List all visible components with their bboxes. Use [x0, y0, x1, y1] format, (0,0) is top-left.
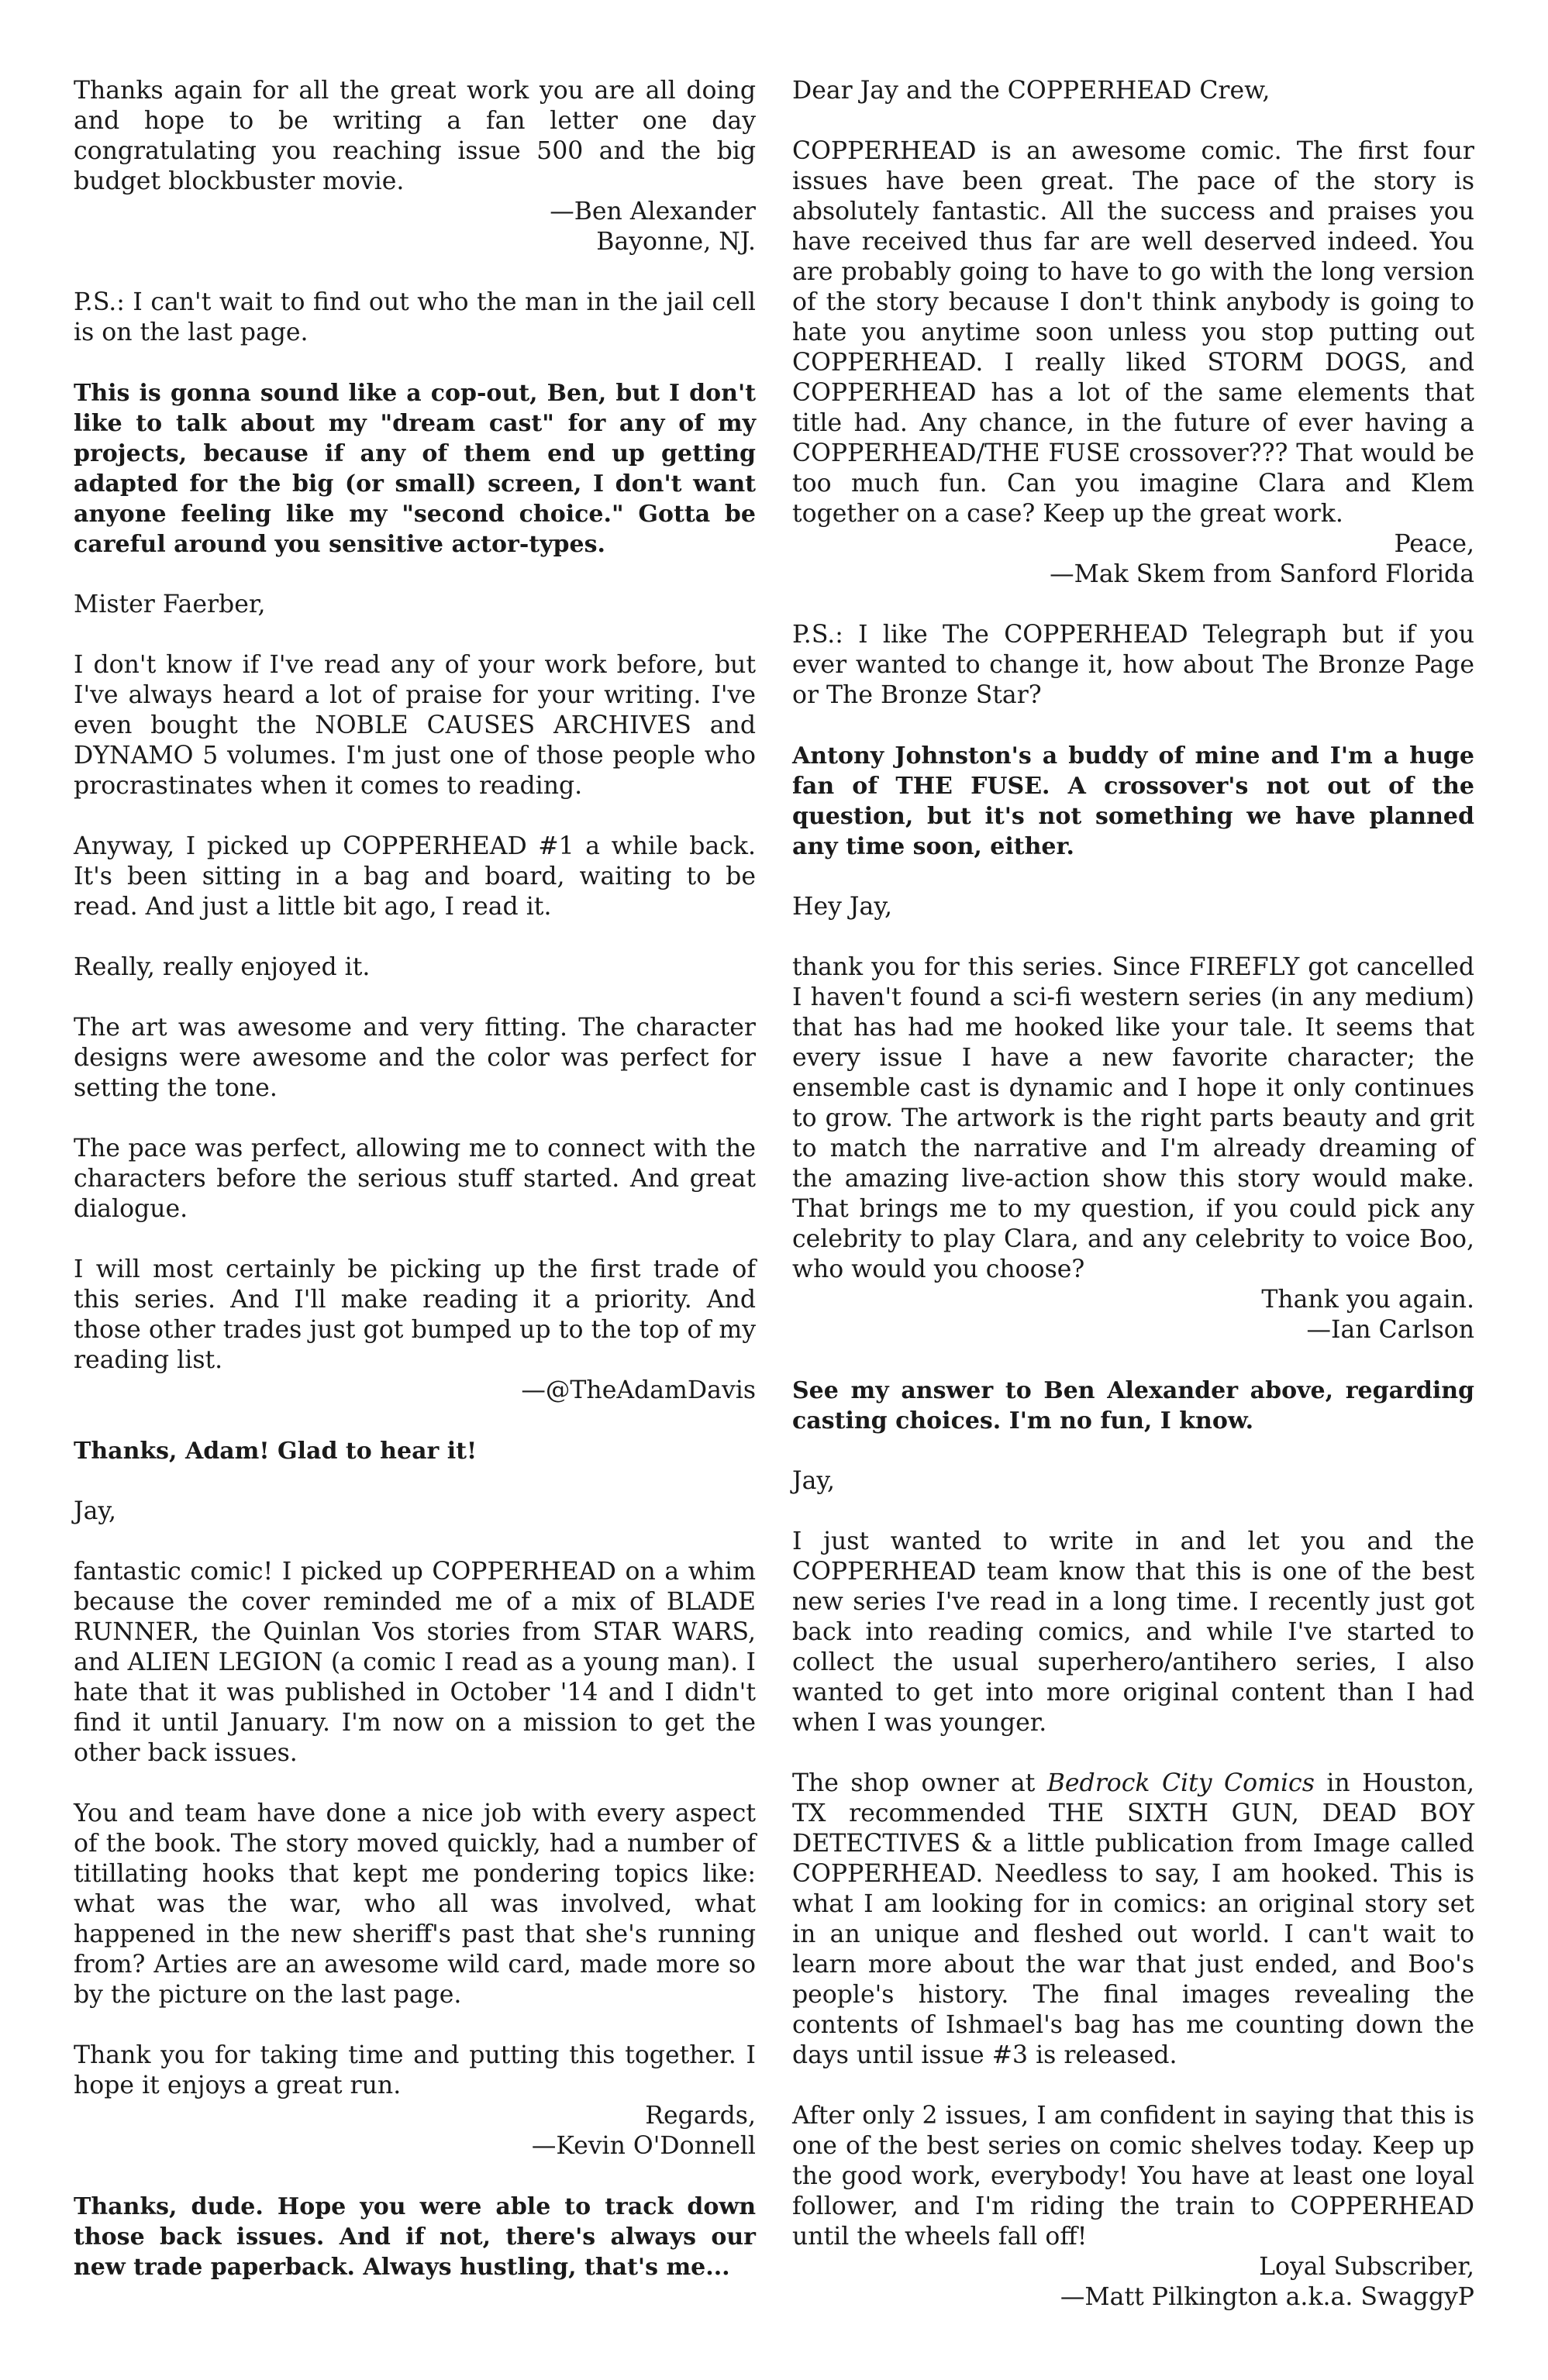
adam-paragraph: I don't know if I've read any of your work before, but I've always heard a lot of praise for your writing. I've even bought the NOBLE CAUSES ARCHIVES and DYNAMO 5 volumes. I'm just one of those people who procrastinates when it comes to reading.: [74, 651, 756, 800]
matt-paragraph: After only 2 issues, I am confident in saying that this is one of the best series on comic shelves today. Keep up the good work, everybody! You have at least one loyal follower, and I'm riding the train to COPPERHEAD until the wheels fall off!: [792, 2102, 1474, 2251]
matt-signature: —Matt Pilkington a.k.a. SwaggyP: [1060, 2283, 1474, 2311]
kevin-closing: Regards,: [645, 2102, 756, 2130]
adam-salutation: Mister Faerber,: [74, 591, 266, 618]
kevin-signature: —Kevin O'Donnell: [531, 2132, 756, 2160]
ian-closing: Thank you again.: [1261, 1286, 1474, 1314]
matt-paragraph: I just wanted to write in and let you and the COPPERHEAD team know that this is one of the best new series I've read in a long time. I recently just got back into reading comics, and while I've started to collect the usual superhero/antihero series, I also wanted to get into more original content than I had when I was younger.: [792, 1528, 1474, 1737]
kevin-paragraph: Thank you for taking time and putting this together. I hope it enjoys a great run.: [74, 2041, 756, 2099]
mak-reply: Antony Johnston's a buddy of mine and I'm a huge fan of THE FUSE. A crossover's not out of the question, but it's not something we have planned any time soon, either.: [792, 742, 1474, 860]
ian-salutation: Hey Jay,: [792, 893, 892, 921]
ben-signature-place: Bayonne, NJ.: [596, 228, 756, 256]
ben-letter-body: Thanks again for all the great work you are all doing and hope to be writing a fan letter one day congratulating you reaching issue 500 and the big budget blockbuster movie.: [74, 77, 756, 195]
matt-shop-intro: The shop owner at: [792, 1769, 1047, 1797]
adam-signature: —@TheAdamDavis: [521, 1376, 756, 1404]
adam-paragraph: Anyway, I picked up COPPERHEAD #1 a while back. It's been sitting in a bag and board, waiting to be read. And just a little bit ago, I read it.: [74, 832, 756, 921]
mak-paragraph: COPPERHEAD is an awesome comic. The first four issues have been great. The pace of the story is absolutely fantastic. All the success and praises you have received thus far are well deserved indeed. You are probably going to have to go with the long version of the story because I don't think anybody is going to hate you anytime soon unless you stop putting out COPPERHEAD. I really liked STORM DOGS, and COPPERHEAD has a lot of the same elements that title had. Any chance, in the future of ever having a COPPERHEAD/THE FUSE crossover??? That would be too much fun. Can you imagine Clara and Klem together on a case? Keep up the great work.: [792, 137, 1474, 528]
adam-paragraph: I will most certainly be picking up the first trade of this series. And I'll make reading it a priority. And those other trades just got bumped up to the top of my reading list.: [74, 1255, 756, 1374]
ian-paragraph: thank you for this series. Since FIREFLY got cancelled I haven't found a sci-fi western series (in any medium) that has had me hooked like your tale. It seems that every issue I have a new favorite character; the ensemble cast is dynamic and I hope it only continues to grow. The artwork is the right parts beauty and grit to match the narrative and I'm already dreaming of the amazing live-action show this story would make. That brings me to my question, if you could pick any celebrity to play Clara, and any celebrity to voice Boo, who would you choose?: [792, 953, 1474, 1283]
matt-closing: Loyal Subscriber,: [1259, 2253, 1474, 2281]
left-column: [74, 76, 756, 2313]
adam-paragraph: The art was awesome and very fitting. The character designs were awesome and the color was perfect for setting the tone.: [74, 1014, 756, 1102]
matt-shop-rest: in Houston, TX recommended THE SIXTH GUN, DEAD BOY DETECTIVES & a little publication from Image called COPPERHEAD. Needless to say, I am hooked. This is what I am looking for in comics: an original story set in an unique and fleshed out world. I can't wait to learn more about the war that just ended, and Boo's people's history. The final images revealing the contents of Ishmael's bag has me counting down the days until issue #3 is released.: [792, 1769, 1474, 2069]
ian-reply: See my answer to Ben Alexander above, regarding casting choices. I'm no fun, I know.: [792, 1377, 1474, 1435]
ian-signature: —Ian Carlson: [1306, 1316, 1474, 1344]
ben-postscript: P.S.: I can't wait to find out who the man in the jail cell is on the last page.: [74, 288, 756, 346]
mak-postscript: P.S.: I like The COPPERHEAD Telegraph but if you ever wanted to change it, how about The Bronze Page or The Bronze Star?: [792, 621, 1474, 709]
mak-closing: Peace,: [1394, 530, 1474, 558]
kevin-paragraph: You and team have done a nice job with every aspect of the book. The story moved quickly, had a number of titillating hooks that kept me pondering topics like: what was the war, who all was involved, what happened in the new sheriff's past that she's running from? Arties are an awesome wild card, made more so by the picture on the last page.: [74, 1800, 756, 2009]
ben-reply: This is gonna sound like a cop-out, Ben, but I don't like to talk about my "dream cast" for any of my projects, because if any of them end up getting adapted for the big (or small) screen, I don't want anyone feeling like my "second choice." Gotta be careful around you sensitive actor-types.: [74, 380, 756, 558]
kevin-salutation: Jay,: [74, 1497, 117, 1525]
mak-signature: —Mak Skem from Sanford Florida: [1050, 560, 1474, 588]
matt-salutation: Jay,: [792, 1467, 836, 1495]
right-column: [792, 76, 1474, 2313]
shop-name: Bedrock City Comics: [1046, 1769, 1315, 1797]
ben-signature-name: —Ben Alexander: [550, 198, 756, 226]
adam-reply: Thanks, Adam! Glad to hear it!: [74, 1438, 478, 1465]
mak-salutation: Dear Jay and the COPPERHEAD Crew,: [792, 77, 1270, 105]
kevin-reply: Thanks, dude. Hope you were able to track down those back issues. And if not, there's always our new trade paperback. Always hustling, that's me...: [74, 2193, 756, 2281]
adam-paragraph: Really, really enjoyed it.: [74, 953, 371, 981]
kevin-paragraph: fantastic comic! I picked up COPPERHEAD on a whim because the cover reminded me of a mix of BLADE RUNNER, the Quinlan Vos stories from STAR WARS, and ALIEN LEGION (a comic I read as a young man). I hate that it was published in October '14 and I didn't find it until January. I'm now on a mission to get the other back issues.: [74, 1558, 756, 1767]
adam-paragraph: The pace was perfect, allowing me to connect with the characters before the serious stuff started. And great dialogue.: [74, 1135, 756, 1223]
matt-paragraph-shop: [792, 1769, 1474, 2071]
